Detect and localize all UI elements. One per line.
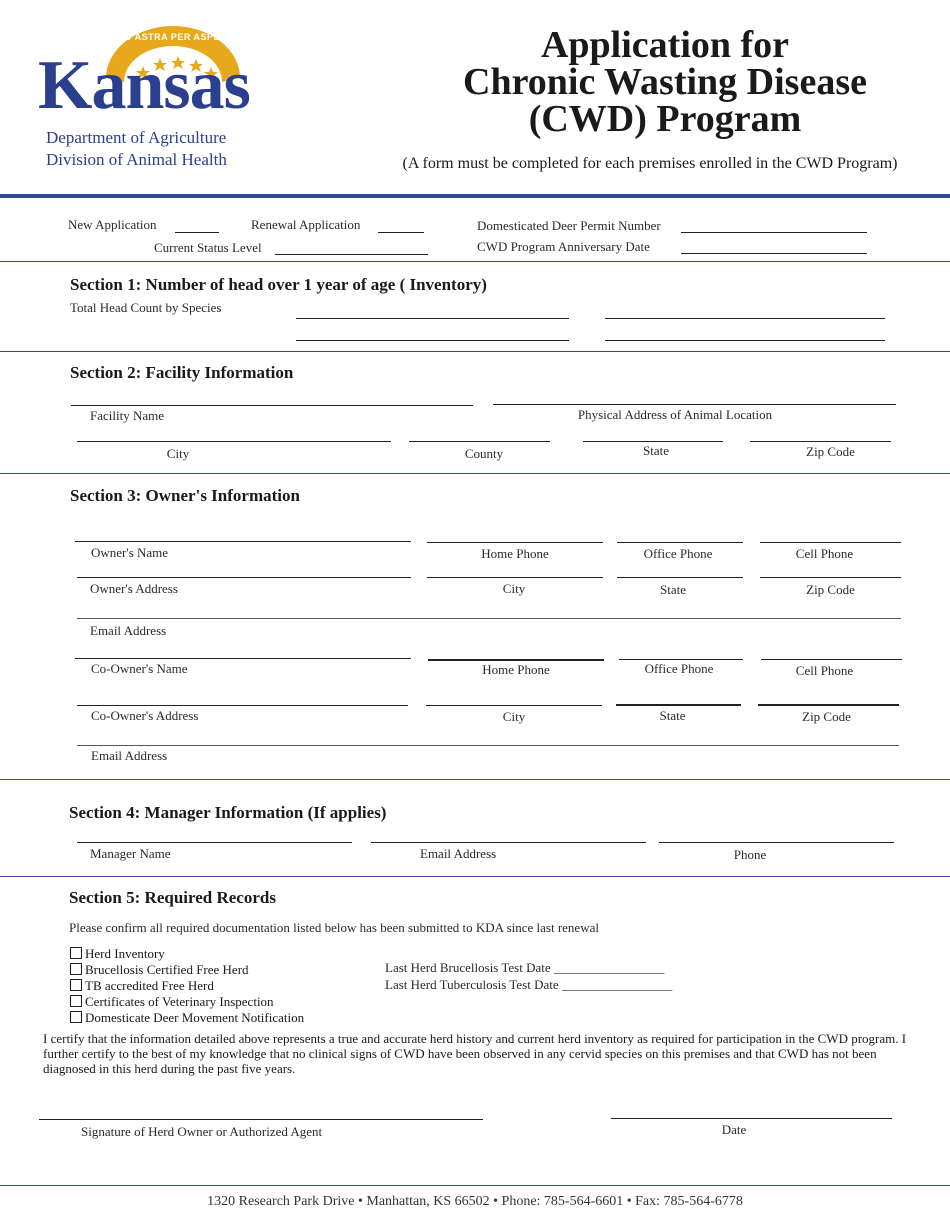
species-count-field-3[interactable] xyxy=(296,340,569,341)
coowner-state-label: State xyxy=(659,708,686,723)
total-head-count-label: Total Head Count by Species xyxy=(70,300,222,315)
checkbox-icon[interactable] xyxy=(70,947,82,959)
coowner-home-phone-field[interactable] xyxy=(428,659,604,661)
current-status-level-field[interactable] xyxy=(275,254,428,255)
anniversary-date-field[interactable] xyxy=(681,253,867,254)
owner-state-label: State xyxy=(660,582,686,597)
signature-date-field[interactable] xyxy=(611,1118,892,1119)
owner-email-field[interactable] xyxy=(77,618,901,619)
species-count-field-2[interactable] xyxy=(605,318,885,319)
required-records-list xyxy=(70,946,304,1026)
signature-field[interactable] xyxy=(39,1119,483,1120)
facility-city-label: City xyxy=(166,446,190,461)
certification-statement: I certify that the information detailed above represents a true and accurate herd history and current herd inventory as required for participation in the CWD program. I further certify to the best of my knowledge that no clinical signs of CWD have been observed in any cervid species on this premises and that CWD has not been diagnosed in this herd during the past five years. xyxy=(43,1031,907,1076)
checkbox-tb-accredited[interactable]: TB accredited Free Herd xyxy=(70,978,304,994)
facility-zip-field[interactable] xyxy=(750,441,891,442)
coowner-address-field[interactable] xyxy=(77,705,408,706)
owner-zip-field[interactable] xyxy=(760,577,901,578)
checkbox-icon[interactable] xyxy=(70,995,82,1007)
facility-county-label: County xyxy=(464,446,504,461)
owner-address-field[interactable] xyxy=(77,577,411,578)
brucellosis-test-date[interactable]: Last Herd Brucellosis Test Date _________________ xyxy=(385,960,665,975)
checkbox-icon[interactable] xyxy=(70,963,82,975)
coowner-city-field[interactable] xyxy=(426,705,602,706)
facility-city-field[interactable] xyxy=(77,441,391,442)
coowner-zip-label: Zip Code xyxy=(802,709,851,724)
coowner-cell-phone-label: Cell Phone xyxy=(795,663,854,678)
divider xyxy=(0,351,950,352)
coowner-email-label: Email Address xyxy=(91,748,168,763)
section1-title: Section 1: Number of head over 1 year of age ( Inventory) xyxy=(70,275,487,294)
checkbox-herd-inventory[interactable]: Herd Inventory xyxy=(70,946,304,962)
facility-county-field[interactable] xyxy=(409,441,550,442)
facility-zip-label: Zip Code xyxy=(806,444,855,459)
facility-name-label: Facility Name xyxy=(90,408,165,423)
divider xyxy=(0,779,950,780)
owner-zip-label: Zip Code xyxy=(806,582,855,597)
facility-state-label: State xyxy=(643,443,669,458)
coowner-office-phone-label: Office Phone xyxy=(644,661,714,676)
checkbox-icon[interactable] xyxy=(70,1011,82,1023)
manager-name-label: Manager Name xyxy=(90,846,171,861)
checkbox-cvi[interactable]: Certificates of Veterinary Inspection xyxy=(70,994,304,1010)
permit-number-label: Domesticated Deer Permit Number xyxy=(477,218,661,233)
divider xyxy=(0,876,950,877)
form-title-line3: (CWD) Program xyxy=(528,98,802,140)
coowner-cell-phone-field[interactable] xyxy=(761,659,902,660)
section5-title: Section 5: Required Records xyxy=(69,888,276,907)
new-application-label: New Application xyxy=(68,217,157,232)
manager-phone-label: Phone xyxy=(733,847,767,862)
owner-home-phone-field[interactable] xyxy=(427,542,603,543)
logo-department: Department of Agriculture xyxy=(46,128,227,147)
signature-label: Signature of Herd Owner or Authorized Agent xyxy=(81,1124,323,1139)
owner-name-field[interactable] xyxy=(75,541,411,542)
coowner-name-label: Co-Owner's Name xyxy=(91,661,188,676)
owner-name-label: Owner's Name xyxy=(91,545,169,560)
section3-title: Section 3: Owner's Information xyxy=(70,486,300,505)
logo-division: Division of Animal Health xyxy=(46,150,227,169)
footer-address: 1320 Research Park Drive • Manhattan, KS 66502 • Phone: 785-564-6601 • Fax: 785-564-6778 xyxy=(207,1194,743,1209)
coowner-name-field[interactable] xyxy=(75,658,411,659)
footer-divider xyxy=(0,1185,950,1186)
owner-email-label: Email Address xyxy=(90,623,167,638)
coowner-state-field[interactable] xyxy=(616,704,741,706)
owner-state-field[interactable] xyxy=(617,577,743,578)
manager-email-label: Email Address xyxy=(420,846,497,861)
owner-cell-phone-field[interactable] xyxy=(760,542,901,543)
section2-title: Section 2: Facility Information xyxy=(70,363,294,382)
species-count-field-4[interactable] xyxy=(605,340,885,341)
renewal-application-label: Renewal Application xyxy=(251,217,361,232)
owner-home-phone-label: Home Phone xyxy=(481,546,549,561)
manager-name-field[interactable] xyxy=(77,842,352,843)
manager-email-field[interactable] xyxy=(371,842,646,843)
coowner-address-label: Co-Owner's Address xyxy=(91,708,199,723)
owner-office-phone-label: Office Phone xyxy=(643,546,713,561)
form-subtitle: (A form must be completed for each premises enrolled in the CWD Program) xyxy=(402,155,898,172)
form-title-line1: Application for xyxy=(540,24,790,66)
owner-city-label: City xyxy=(502,581,526,596)
owner-address-label: Owner's Address xyxy=(90,581,178,596)
kansas-logo xyxy=(38,26,258,176)
new-application-field[interactable] xyxy=(175,232,219,233)
owner-city-field[interactable] xyxy=(427,577,603,578)
owner-cell-phone-label: Cell Phone xyxy=(795,546,854,561)
physical-address-field[interactable] xyxy=(493,404,896,405)
coowner-office-phone-field[interactable] xyxy=(619,659,743,660)
tb-test-date[interactable]: Last Herd Tuberculosis Test Date _________________ xyxy=(385,977,673,992)
manager-phone-field[interactable] xyxy=(659,842,894,843)
coowner-city-label: City xyxy=(502,709,526,724)
coowner-home-phone-label: Home Phone xyxy=(482,662,550,677)
checkbox-movement-notification[interactable]: Domesticate Deer Movement Notification xyxy=(70,1010,304,1026)
coowner-zip-field[interactable] xyxy=(758,704,899,706)
facility-name-field[interactable] xyxy=(71,405,473,406)
logo-wordmark: Kansas xyxy=(38,47,250,124)
species-count-field-1[interactable] xyxy=(296,318,569,319)
owner-office-phone-field[interactable] xyxy=(617,542,743,543)
anniversary-date-label: CWD Program Anniversary Date xyxy=(477,239,650,254)
header-divider xyxy=(0,194,950,198)
checkbox-icon[interactable] xyxy=(70,979,82,991)
logo-motto: AD ASTRA PER ASPERA xyxy=(117,32,234,42)
renewal-application-field[interactable] xyxy=(378,232,424,233)
section5-instruction: Please confirm all required documentation listed below has been submitted to KDA since last renewal xyxy=(69,920,599,935)
coowner-email-field[interactable] xyxy=(77,745,899,746)
current-status-level-label: Current Status Level xyxy=(154,240,262,255)
facility-state-field[interactable] xyxy=(583,441,723,442)
permit-number-field[interactable] xyxy=(681,232,867,233)
checkbox-brucellosis[interactable]: Brucellosis Certified Free Herd xyxy=(70,962,304,978)
physical-address-label: Physical Address of Animal Location xyxy=(577,407,773,422)
section4-title: Section 4: Manager Information (If applies) xyxy=(69,803,387,822)
divider xyxy=(0,473,950,474)
signature-date-label: Date xyxy=(721,1122,747,1137)
divider xyxy=(0,261,950,262)
form-title-line2: Chronic Wasting Disease xyxy=(463,61,867,103)
